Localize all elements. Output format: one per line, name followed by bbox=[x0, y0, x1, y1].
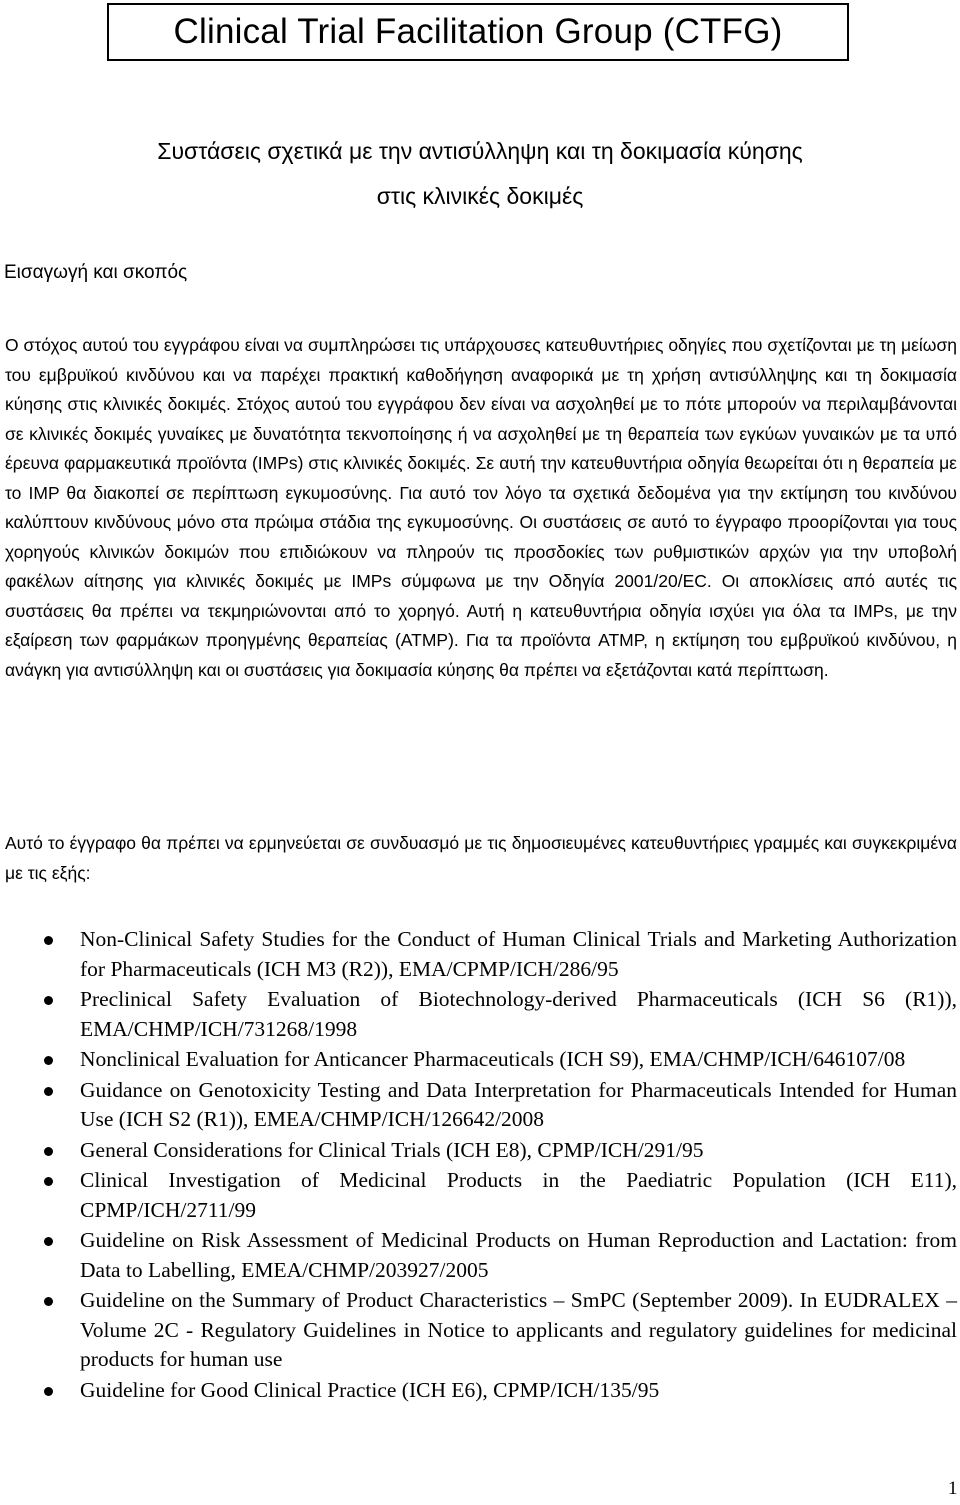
reference-text: Non-Clinical Safety Studies for the Conduct of Human Clinical Trials and Marketing Authorization for Pharmaceuticals (ICH M3 (R2)), EMA/CPMP/ICH/286/95 bbox=[80, 927, 957, 981]
reference-item bbox=[0, 1376, 957, 1406]
page-number: 1 bbox=[948, 1478, 958, 1499]
reference-list bbox=[0, 925, 957, 1406]
interpretation-paragraph: Αυτό το έγγραφο θα πρέπει να ερμηνεύεται σε συνδυασμό με τις δημοσιευμένες κατευθυντήριες γραμμές και συγκεκριμένα με τις εξής: bbox=[5, 833, 957, 883]
reference-item bbox=[0, 1286, 957, 1375]
reference-item bbox=[0, 1226, 957, 1285]
reference-text: Guideline for Good Clinical Practice (ICH E6), CPMP/ICH/135/95 bbox=[80, 1377, 660, 1402]
bullet-icon bbox=[44, 1087, 53, 1096]
reference-text: General Considerations for Clinical Trials (ICH E8), CPMP/ICH/291/95 bbox=[80, 1137, 704, 1162]
reference-item bbox=[0, 1166, 957, 1225]
reference-item bbox=[0, 1076, 957, 1135]
section-heading: Εισαγωγή και σκοπός bbox=[4, 262, 188, 283]
document-title-line-1: Συστάσεις σχετικά με την αντισύλληψη και τη δοκιμασία κύησης bbox=[157, 138, 803, 164]
reference-item bbox=[0, 925, 957, 984]
reference-item bbox=[0, 985, 957, 1044]
bullet-icon bbox=[44, 1056, 53, 1065]
bullet-icon bbox=[44, 936, 53, 945]
reference-item bbox=[0, 1136, 957, 1166]
reference-text: Nonclinical Evaluation for Anticancer Pharmaceuticals (ICH S9), EMA/CHMP/ICH/646107/08 bbox=[80, 1047, 906, 1071]
reference-text: Clinical Investigation of Medicinal Products in the Paediatric Population (ICH E11), CPMP/ICH/2711/99 bbox=[80, 1168, 957, 1222]
header-title: Clinical Trial Facilitation Group (CTFG) bbox=[173, 12, 783, 51]
bullet-icon bbox=[44, 1237, 53, 1246]
reference-text: Preclinical Safety Evaluation of Biotechnology-derived Pharmaceuticals (ICH S6 (R1)), EMA/CHMP/ICH/731268/1998 bbox=[80, 987, 957, 1041]
bullet-icon bbox=[44, 1297, 53, 1306]
document-title-line-2: στις κλινικές δοκιμές bbox=[376, 183, 584, 209]
bullet-icon bbox=[44, 1177, 53, 1186]
bullet-icon bbox=[44, 1147, 53, 1156]
bullet-icon bbox=[44, 1387, 53, 1396]
reference-item bbox=[0, 1045, 957, 1075]
header-box bbox=[107, 3, 849, 61]
bullet-icon bbox=[44, 996, 53, 1005]
reference-text: Guideline on Risk Assessment of Medicinal Products on Human Reproduction and Lactation: from Data to Labelling, EMEA/CHMP/203927/2005 bbox=[80, 1228, 957, 1282]
intro-paragraph: Ο στόχος αυτού του εγγράφου είναι να συμπληρώσει τις υπάρχουσες κατευθυντήριες οδηγίες που σχετίζονται με τη μείωση του εμβρυϊκού κινδύνου και να παρέχει πρακτική καθοδήγηση αναφορικά με τη χρήση αντισύλληψης και τη δοκιμασία κύησης στις κλινικές δοκιμές. Στόχος αυτού του εγγράφου δεν είναι να ασχοληθεί με το πότε μπορούν να περιλαμβάνονται σε κλινικές δοκιμές γυναίκες με δυνατότητα τεκνοποίησης ή να ασχοληθεί με τη θεραπεία των εγκύων γυναικών με τα υπό έρευνα φαρμακευτικά προϊόντα (IMPs) στις κλινικές δοκιμές. Σε αυτή την κατευθυντήρια οδηγία θεωρείται ότι η θεραπεία με το IMP θα διακοπεί σε περίπτωση εγκυμοσύνης. Για αυτό τον λόγο τα σχετικά δεδομένα για την εκτίμηση του κινδύνου καλύπτουν κινδύνους μόνο στα πρώιμα στάδια της εγκυμοσύνης. Οι συστάσεις σε αυτό το έγγραφο προορίζονται για τους χορηγούς κλινικών δοκιμών που επιδιώκουν να πληρούν τις προσδοκίες των ρυθμιστικών αρχών για την υποβολή φακέλων αίτησης για κλινικές δοκιμές με IMPs σύμφωνα με την Οδηγία 2001/20/EC. Οι αποκλίσεις από αυτές τις συστάσεις θα πρέπει να τεκμηριώνονται από το χορηγό. Αυτή η κατευθυντήρια οδηγία ισχύει για όλα τα IMPs, με την εξαίρεση των φαρμάκων προηγμένης θεραπείας (ATMP). Για τα προϊόντα ATMP, η εκτίμηση του εμβρυϊκού κινδύνου, η ανάγκη για αντισύλληψη και οι συστάσεις για δοκιμασία κύησης θα πρέπει να εξετάζονται κατά περίπτωση. bbox=[5, 335, 957, 680]
reference-text: Guidance on Genotoxicity Testing and Data Interpretation for Pharmaceuticals Intended for Human Use (ICH S2 (R1)), EMEA/CHMP/ICH/126642/2008 bbox=[80, 1077, 957, 1131]
reference-text: Guideline on the Summary of Product Characteristics – SmPC (September 2009). In EUDRALEX – Volume 2C - Regulatory Guidelines in Notice to applicants and regulatory guidelines for medicinal products for human use bbox=[80, 1288, 957, 1371]
